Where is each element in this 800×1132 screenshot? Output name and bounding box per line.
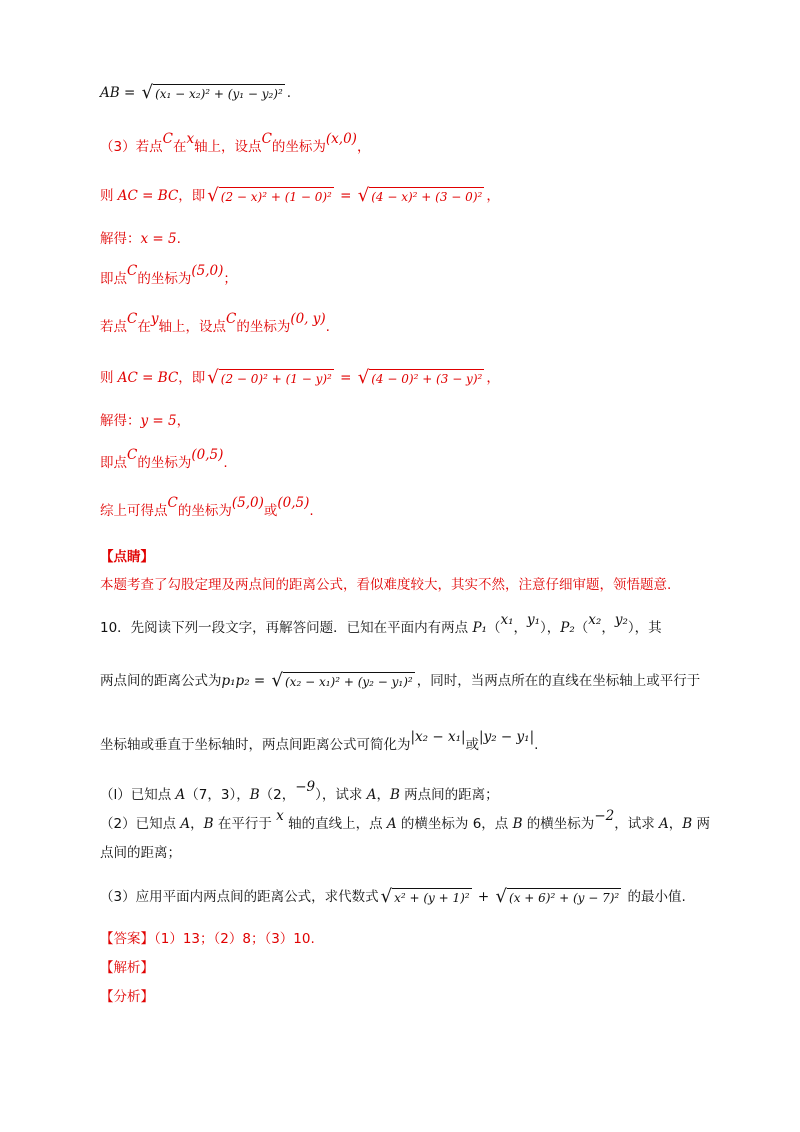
text-run: （: [486, 620, 501, 636]
text-run: 【解析】: [100, 960, 154, 976]
text-run: .: [309, 503, 314, 519]
math-text: B: [512, 816, 523, 832]
text-run: .: [325, 319, 330, 335]
math-text: x: [186, 131, 195, 147]
text-line: [100, 546, 154, 568]
math-text: (x,0): [325, 131, 357, 147]
text-run: 或: [465, 737, 480, 753]
math-text: AB =: [100, 85, 140, 101]
math-text: C: [162, 131, 173, 147]
text-run: ，试求: [614, 816, 660, 832]
text-line: [100, 779, 499, 806]
text-line: [100, 957, 154, 979]
text-run: 两点间的距离公式为: [100, 673, 222, 689]
text-run: .: [176, 231, 181, 247]
text-line: [100, 131, 371, 158]
radicand: (4 − 0)² + (3 − y)²: [369, 369, 484, 387]
math-text: B: [203, 816, 214, 832]
text-run: 在: [137, 319, 151, 335]
text-run: ，: [190, 816, 204, 832]
text-run: ，即: [178, 370, 206, 386]
math-text: B: [249, 787, 260, 803]
math-text: y = 5: [140, 413, 177, 429]
text-run: （: [574, 620, 589, 636]
text-run: ，: [513, 620, 527, 636]
math-text: |y₂ − y₁|: [479, 729, 535, 745]
math-text: AC = BC: [117, 188, 179, 204]
square-root-expression: [381, 888, 472, 906]
text-run: （7，3），: [185, 787, 250, 803]
text-run: ，: [356, 139, 371, 155]
text-line: [100, 311, 330, 338]
text-run: 轴上，设点: [158, 319, 226, 335]
math-text: =: [335, 188, 356, 204]
text-run: 轴的直线上，点: [283, 816, 387, 832]
math-text: (0,5): [277, 495, 310, 511]
square-root-expression: [142, 84, 285, 102]
text-run: （3）应用平面内两点间的距离公式，求代数式: [100, 889, 379, 905]
radical-sign-icon: √: [271, 670, 283, 691]
text-line: [100, 928, 315, 950]
text-line: [100, 808, 710, 835]
math-text: P₁: [472, 620, 487, 636]
radical-sign-icon: √: [357, 185, 370, 206]
radicand: (x + 6)² + (y − 7)²: [507, 888, 621, 906]
radicand: (4 − x)² + (3 − 0)²: [369, 187, 484, 205]
text-run: 两点间的距离；: [399, 787, 499, 803]
text-run: 轴上，设点: [194, 139, 262, 155]
text-run: ，: [176, 413, 191, 429]
math-text: C: [127, 447, 138, 463]
math-text: (5,0): [231, 495, 264, 511]
math-text: A: [175, 787, 186, 803]
math-text: (5,0): [191, 263, 224, 279]
text-line: [100, 842, 181, 864]
math-text: (0,5): [191, 447, 224, 463]
text-line: [100, 82, 291, 104]
math-text: −9: [295, 779, 316, 795]
text-line: [100, 410, 190, 432]
text-line: [100, 886, 686, 908]
math-text: =: [335, 370, 356, 386]
math-text: C: [127, 263, 138, 279]
radicand: (2 − x)² + (1 − 0)²: [219, 187, 334, 205]
math-text: B: [389, 787, 400, 803]
text-run: 点间的距离；: [100, 845, 181, 861]
math-text: A: [366, 787, 377, 803]
math-text: p₁p₂ =: [221, 673, 270, 689]
text-run: （2，: [259, 787, 296, 803]
math-text: P₂: [560, 620, 575, 636]
text-run: （3）若点: [100, 139, 163, 155]
math-text: −2: [594, 808, 615, 824]
square-root-expression: [358, 369, 485, 387]
text-run: 或: [263, 503, 278, 519]
text-line: [100, 670, 700, 692]
text-run: 的最小值.: [623, 889, 686, 905]
math-text: C: [127, 311, 138, 327]
text-line: [100, 612, 662, 639]
text-run: 10．先阅读下列一段文字，再解答问题．已知在平面内有两点: [100, 620, 473, 636]
math-text: +: [473, 889, 494, 905]
text-run: .: [223, 455, 228, 471]
math-text: A: [180, 816, 191, 832]
text-run: 则: [100, 188, 118, 204]
math-text: B: [682, 816, 693, 832]
text-run: ），其: [627, 620, 662, 636]
text-run: 则: [100, 370, 118, 386]
text-run: 解得：: [100, 413, 141, 429]
text-line: [100, 263, 237, 290]
text-run: 的横坐标为 6，点: [396, 816, 513, 832]
text-line: [100, 447, 228, 474]
radicand: x² + (y + 1)²: [392, 888, 472, 906]
square-root-expression: [496, 888, 622, 906]
text-run: ；: [223, 271, 237, 287]
square-root-expression: [272, 672, 415, 690]
square-root-expression: [207, 187, 334, 205]
text-run: .: [286, 85, 292, 101]
text-run: 的坐标为: [137, 455, 192, 471]
text-run: 的横坐标为: [522, 816, 595, 832]
text-run: ，: [486, 370, 500, 386]
text-run: （2）已知点: [100, 816, 181, 832]
text-run: 即点: [100, 271, 127, 287]
text-run: 的坐标为: [137, 271, 192, 287]
text-run: 的坐标为: [271, 139, 326, 155]
math-text: C: [261, 131, 272, 147]
text-run: ，即: [178, 188, 206, 204]
text-line: [100, 185, 500, 207]
math-text: y₁: [527, 612, 541, 628]
math-text: C: [225, 311, 237, 327]
math-text: C: [167, 495, 178, 511]
text-run: ，: [668, 816, 683, 832]
text-run: 【答案】（1）13；（2）8；（3）10.: [100, 931, 315, 947]
radical-sign-icon: √: [357, 367, 370, 388]
math-text: x = 5: [140, 231, 177, 247]
math-text: |x₂ − x₁|: [410, 729, 466, 745]
square-root-expression: [358, 187, 485, 205]
radical-sign-icon: √: [141, 82, 154, 103]
math-text: x: [276, 808, 284, 824]
text-line: [100, 228, 181, 250]
text-run: 的坐标为: [236, 319, 291, 335]
text-run: 综上可得点: [100, 503, 168, 519]
math-text: AC = BC: [117, 370, 179, 386]
radicand: (x₂ − x₁)² + (y₂ − y₁)²: [283, 672, 415, 690]
text-run: 【点睛】: [100, 549, 154, 565]
square-root-expression: [207, 369, 334, 387]
math-text: A: [659, 816, 669, 832]
text-run: 即点: [100, 455, 127, 471]
radical-sign-icon: √: [207, 185, 219, 206]
math-text: A: [386, 816, 397, 832]
text-run: ），: [540, 620, 561, 636]
math-text: x₁: [500, 612, 514, 628]
text-run: 的坐标为: [177, 503, 232, 519]
math-text: x₂: [588, 612, 602, 628]
text-run: ，: [486, 188, 500, 204]
math-text: y₂: [614, 612, 628, 628]
text-line: [100, 367, 500, 389]
text-line: [100, 729, 539, 756]
text-run: 解得：: [100, 231, 141, 247]
text-run: 在平行于: [213, 816, 277, 832]
math-text: y: [150, 311, 159, 327]
text-line: [100, 574, 671, 596]
text-run: 在: [172, 139, 187, 155]
text-run: ，同时，当两点所在的直线在坐标轴上或平行于: [416, 673, 701, 689]
radicand: (x₁ − x₂)² + (y₁ − y₂)²: [153, 84, 285, 102]
text-run: 两: [692, 816, 710, 832]
math-text: (0, y): [290, 311, 326, 327]
radical-sign-icon: √: [495, 886, 508, 907]
text-run: ，: [376, 787, 390, 803]
text-run: ，: [601, 620, 615, 636]
radicand: (2 − 0)² + (1 − y)²: [219, 369, 334, 387]
text-run: 【分析】: [100, 989, 154, 1005]
text-run: 若点: [100, 319, 127, 335]
radical-sign-icon: √: [207, 367, 219, 388]
text-line: [100, 495, 314, 522]
text-run: ），试求: [315, 787, 367, 803]
radical-sign-icon: √: [380, 886, 393, 907]
text-line: [100, 986, 154, 1008]
text-run: .: [534, 737, 539, 753]
text-run: 本题考查了勾股定理及两点间的距离公式，看似难度较大，其实不然，注意仔细审题，领悟题意.: [100, 577, 672, 593]
text-run: 坐标轴或垂直于坐标轴时，两点间距离公式可简化为: [100, 737, 411, 753]
text-run: （l）已知点: [100, 787, 176, 803]
